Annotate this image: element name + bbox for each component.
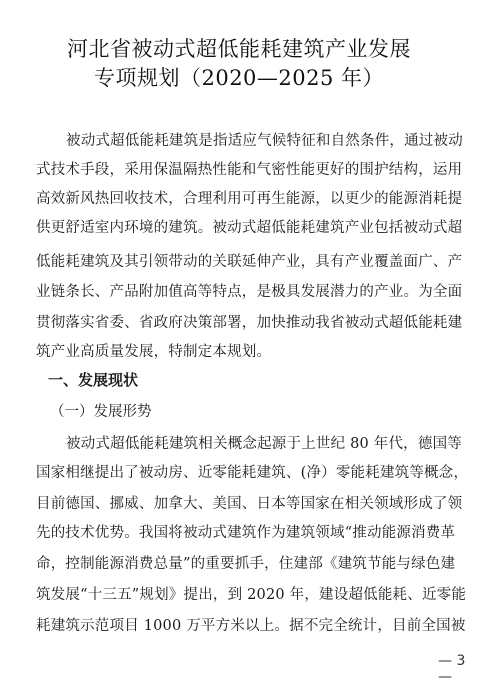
- intro-line: 贯彻落实省委、省政府决策部署，加快推动我省被动式超低能耗建: [36, 315, 463, 331]
- subsection-heading: （一）发展形势: [50, 404, 152, 420]
- body-line: 国家相继提出了被动房、近零能耗建筑、(净）零能耗建筑等概念，: [36, 465, 469, 481]
- document-title-line-2: 专项规划（2020—2025 年）: [93, 66, 385, 90]
- body-line: 筑发展“十三五”规划》提出，到 2020 年，建设超低能耗、近零能: [36, 587, 467, 603]
- intro-line: 筑产业高质量发展，特制定本规划。: [36, 344, 272, 360]
- body-line: 耗建筑示范项目 1000 万平方米以上。据不完全统计，目前全国被: [36, 618, 466, 634]
- body-line: 命，控制能源消费总量”的重要抓手，住建部《建筑节能与绿色建: [36, 556, 456, 572]
- intro-line: 式技术手段，采用保温隔热性能和气密性能更好的围护结构，运用: [36, 162, 463, 178]
- intro-line: 低能耗建筑及其引领带动的关联延伸产业，具有产业覆盖面广、产: [36, 254, 463, 270]
- intro-line: 高效新风热回收技术，合理利用可再生能源，以更少的能源消耗提: [36, 191, 463, 207]
- body-line: 被动式超低能耗建筑相关概念起源于上世纪 80 年代，德国等: [66, 436, 462, 452]
- intro-line: 被动式超低能耗建筑是指适应气候特征和自然条件，通过被动: [66, 133, 463, 149]
- document-title-line-1: 河北省被动式超低能耗建筑产业发展: [67, 37, 411, 61]
- body-line: 目前德国、挪威、加拿大、美国、日本等国家在相关领域形成了领: [36, 496, 463, 512]
- page-number: — 3 —: [438, 653, 466, 685]
- body-line: 先的技术优势。我国将被动式建筑作为建筑领域“推动能源消费革: [36, 525, 456, 541]
- intro-line: 供更舒适室内环境的建筑。被动式超低能耗建筑产业包括被动式超: [36, 220, 463, 236]
- intro-line: 业链条长、产品附加值高等特点，是极具发展潜力的产业。为全面: [36, 284, 463, 300]
- section-heading: 一、发展现状: [48, 371, 139, 389]
